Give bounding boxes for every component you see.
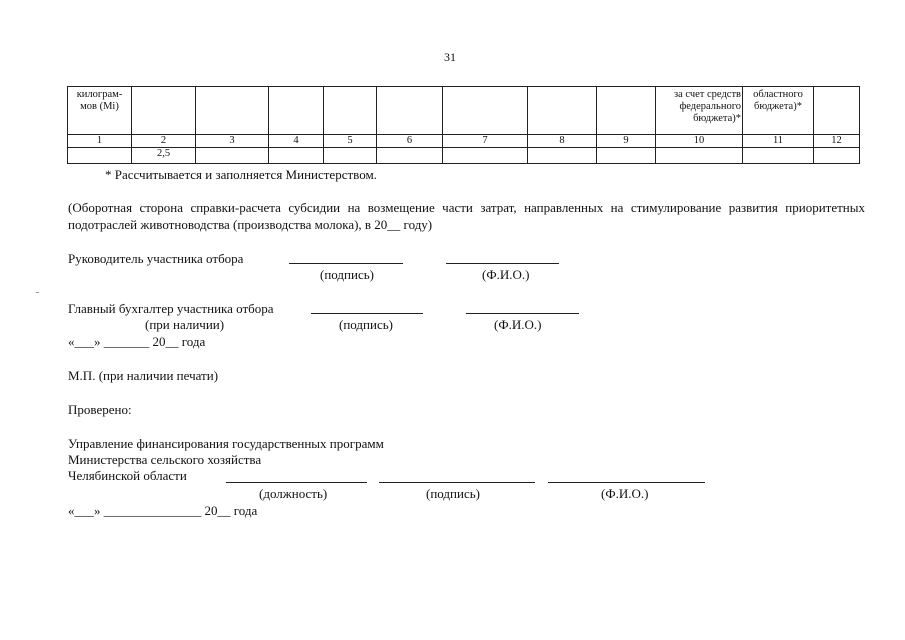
head-label: Руководитель участника отбора bbox=[68, 251, 244, 266]
table-row bbox=[68, 148, 860, 164]
table-cell: за счет средств федерального бюджета)* bbox=[656, 87, 743, 135]
column-number: 2 bbox=[132, 135, 196, 148]
accountant-date-line: «___» _______ 20__ года bbox=[68, 334, 206, 349]
table-cell bbox=[377, 87, 443, 135]
column-number: 3 bbox=[196, 135, 269, 148]
table-column-numbers-row bbox=[68, 135, 860, 148]
table-cell bbox=[196, 87, 269, 135]
accountant-signature-line bbox=[311, 301, 423, 314]
department-line-2: Министерства сельского хозяйства bbox=[68, 452, 262, 467]
table-cell: килограм-мов (Мi) bbox=[68, 87, 132, 135]
table-cell bbox=[528, 87, 597, 135]
accountant-name-line bbox=[466, 301, 579, 314]
column-number: 6 bbox=[377, 135, 443, 148]
head-name-caption: (Ф.И.О.) bbox=[482, 267, 530, 282]
table-cell bbox=[443, 148, 528, 164]
department-name-caption: (Ф.И.О.) bbox=[601, 486, 649, 501]
department-signature-line bbox=[379, 470, 535, 483]
table-cell bbox=[597, 148, 656, 164]
department-line-1: Управление финансирования государственных программ bbox=[68, 436, 384, 451]
department-name-line bbox=[548, 470, 705, 483]
column-number: 1 bbox=[68, 135, 132, 148]
column-number: 10 bbox=[656, 135, 743, 148]
reverse-side-note: (Оборотная сторона справки-расчета субсидии на возмещение части затрат, направленных на стимулирование развития приоритетных подотраслей животноводства (производства молока), в 20__ году) bbox=[68, 200, 865, 232]
table-cell bbox=[814, 148, 860, 164]
department-signature-caption: (подпись) bbox=[426, 486, 480, 501]
table-cell bbox=[656, 148, 743, 164]
column-number: 7 bbox=[443, 135, 528, 148]
page-number: 31 bbox=[444, 50, 456, 64]
head-name-line bbox=[446, 251, 559, 264]
table-cell bbox=[196, 148, 269, 164]
table-cell bbox=[443, 87, 528, 135]
head-signature-line bbox=[289, 251, 403, 264]
table-cell: областного бюджета)* bbox=[743, 87, 814, 135]
accountant-condition-caption: (при наличии) bbox=[145, 317, 225, 332]
checked-label: Проверено: bbox=[68, 402, 132, 417]
table-cell bbox=[324, 87, 377, 135]
table-cell bbox=[324, 148, 377, 164]
department-date-line: «___» _______________ 20__ года bbox=[68, 503, 258, 518]
table-cell bbox=[743, 148, 814, 164]
department-line-3: Челябинской области bbox=[68, 468, 187, 483]
accountant-name-caption: (Ф.И.О.) bbox=[494, 317, 542, 332]
column-number: 12 bbox=[814, 135, 860, 148]
stamp-note: М.П. (при наличии печати) bbox=[68, 368, 219, 383]
footnote: * Рассчитывается и заполняется Министерством. bbox=[105, 167, 377, 182]
table-cell bbox=[269, 87, 324, 135]
column-number: 5 bbox=[324, 135, 377, 148]
table-cell bbox=[814, 87, 860, 135]
table-cell bbox=[132, 87, 196, 135]
accountant-label: Главный бухгалтер участника отбора bbox=[68, 301, 274, 316]
column-number: 4 bbox=[269, 135, 324, 148]
column-number: 9 bbox=[597, 135, 656, 148]
table-cell: 2,5 bbox=[132, 148, 196, 164]
column-number: 8 bbox=[528, 135, 597, 148]
accountant-signature-caption: (подпись) bbox=[339, 317, 393, 332]
table-cell bbox=[597, 87, 656, 135]
table-cell bbox=[269, 148, 324, 164]
table-header-row bbox=[68, 87, 860, 135]
department-position-caption: (должность) bbox=[259, 486, 328, 501]
table-cell bbox=[377, 148, 443, 164]
column-number: 11 bbox=[743, 135, 814, 148]
department-position-line bbox=[226, 470, 367, 483]
table-cell bbox=[528, 148, 597, 164]
subsidy-calculation-table bbox=[67, 86, 860, 164]
margin-mark bbox=[36, 292, 39, 293]
head-signature-caption: (подпись) bbox=[320, 267, 374, 282]
table-cell bbox=[68, 148, 132, 164]
